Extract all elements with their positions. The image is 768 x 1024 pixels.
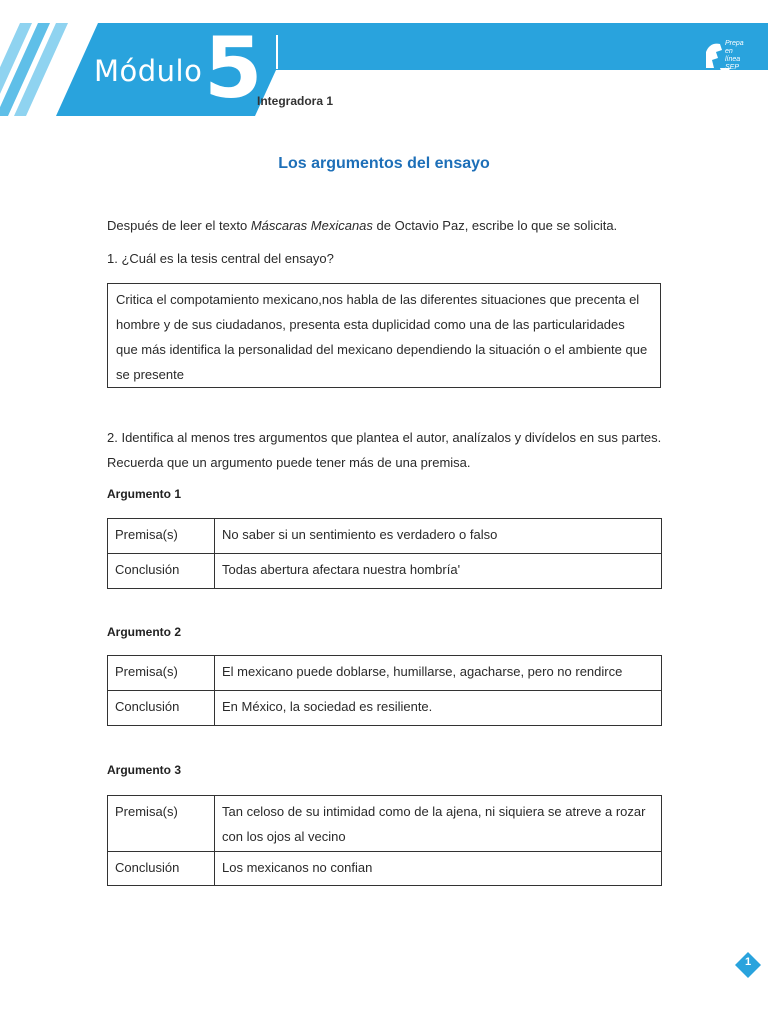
module-number: 5	[204, 19, 263, 117]
intro-text-after: de Octavio Paz, escribe lo que se solicita.	[372, 218, 618, 233]
table-row	[108, 519, 662, 554]
intro-paragraph	[107, 213, 617, 238]
module-label: Módulo	[94, 54, 203, 88]
premise-value: Tan celoso de su intimidad como de la ajena, ni siquiera se atreve a rozar con los ojos al vecino	[215, 796, 662, 852]
table-row	[108, 852, 662, 886]
conclusion-label: Conclusión	[108, 852, 215, 886]
intro-text-title: Máscaras Mexicanas	[250, 218, 373, 233]
intro-text-before: Después de leer el texto	[107, 218, 251, 233]
question-1: 1. ¿Cuál es la tesis central del ensayo?	[107, 251, 334, 266]
conclusion-label: Conclusión	[108, 691, 215, 726]
premise-value: El mexicano puede doblarse, humillarse, agacharse, pero no rendirce	[215, 656, 662, 691]
question-2: 2. Identifica al menos tres argumentos que plantea el autor, analízalos y divídelos en sus partes. Recuerda que un argumento puede tener más de una premisa.	[107, 430, 662, 470]
conclusion-value: Todas abertura afectara nuestra hombría'	[215, 554, 662, 589]
premise-label: Premisa(s)	[108, 796, 215, 852]
conclusion-label: Conclusión	[108, 554, 215, 589]
page-title: Los argumentos del ensayo	[278, 155, 490, 172]
sep-logo-text: Prepa en línea SEP	[725, 40, 744, 71]
table-row	[108, 554, 662, 589]
table-row	[108, 796, 662, 852]
argument-3-table	[107, 795, 662, 886]
answer-1-box: Critica el compotamiento mexicano,nos habla de las diferentes situaciones que precenta el hombre y de sus ciudadanos, presenta esta duplicidad como una de las particularidades que más identifica la personalidad del mexicano dependiendo la situación o el ambiente que se presente	[107, 283, 661, 388]
header-divider	[276, 35, 278, 69]
argument-1-heading: Argumento 1	[107, 487, 182, 501]
premise-label: Premisa(s)	[108, 519, 215, 554]
premise-label: Premisa(s)	[108, 656, 215, 691]
table-row	[108, 656, 662, 691]
conclusion-value: En México, la sociedad es resiliente.	[215, 691, 662, 726]
page-number: 1	[744, 956, 752, 968]
module-subtitle: Integradora 1	[257, 94, 334, 108]
conclusion-value: Los mexicanos no confian	[215, 852, 662, 886]
argument-2-heading: Argumento 2	[107, 625, 182, 639]
argument-1-table	[107, 518, 662, 589]
table-row	[108, 691, 662, 726]
argument-2-table	[107, 655, 662, 726]
argument-3-heading: Argumento 3	[107, 763, 182, 777]
premise-value: No saber si un sentimiento es verdadero o falso	[215, 519, 662, 554]
